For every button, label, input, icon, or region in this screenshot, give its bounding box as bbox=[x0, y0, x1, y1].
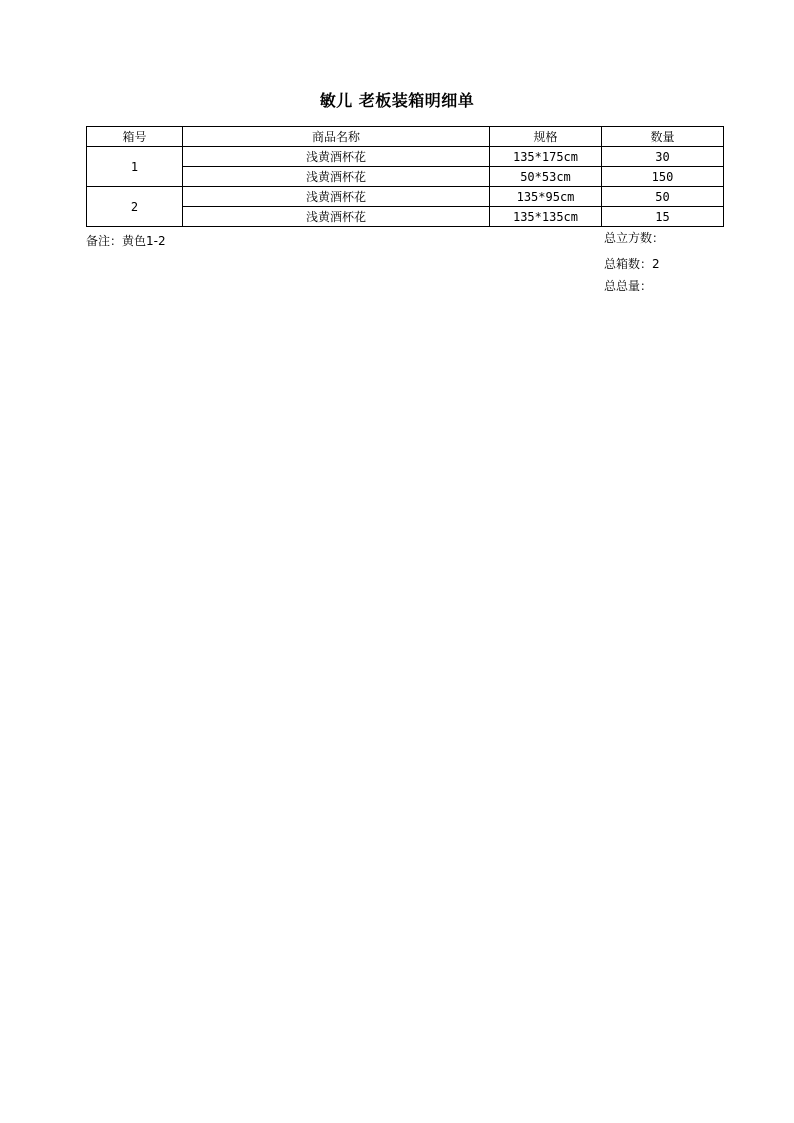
page-title: 敏儿 老板装箱明细单 bbox=[319, 91, 475, 110]
product-name-cell: 浅黄酒杯花 bbox=[183, 167, 490, 187]
quantity-cell: 15 bbox=[602, 207, 724, 227]
header-box-no: 箱号 bbox=[87, 127, 183, 147]
table-row bbox=[87, 187, 724, 207]
table-row bbox=[87, 167, 724, 187]
table-header-row bbox=[87, 127, 724, 147]
total-boxes-label: 总箱数：2 bbox=[604, 257, 660, 271]
total-weight-label: 总总量： bbox=[604, 279, 653, 293]
spec-cell: 135*95cm bbox=[490, 187, 602, 207]
box-number-cell: 2 bbox=[87, 187, 183, 227]
remark-note: 备注：黄色1-2 bbox=[86, 234, 166, 248]
total-volume-label: 总立方数： bbox=[604, 231, 665, 245]
product-name-cell: 浅黄酒杯花 bbox=[183, 207, 490, 227]
table-row bbox=[87, 147, 724, 167]
spec-cell: 135*175cm bbox=[490, 147, 602, 167]
header-spec: 规格 bbox=[490, 127, 602, 147]
quantity-cell: 30 bbox=[602, 147, 724, 167]
product-name-cell: 浅黄酒杯花 bbox=[183, 187, 490, 207]
packing-list-table bbox=[86, 126, 724, 227]
header-quantity: 数量 bbox=[602, 127, 724, 147]
table-row bbox=[87, 207, 724, 227]
spec-cell: 50*53cm bbox=[490, 167, 602, 187]
box-number-cell: 1 bbox=[87, 147, 183, 187]
header-product-name: 商品名称 bbox=[183, 127, 490, 147]
quantity-cell: 50 bbox=[602, 187, 724, 207]
spec-cell: 135*135cm bbox=[490, 207, 602, 227]
product-name-cell: 浅黄酒杯花 bbox=[183, 147, 490, 167]
quantity-cell: 150 bbox=[602, 167, 724, 187]
